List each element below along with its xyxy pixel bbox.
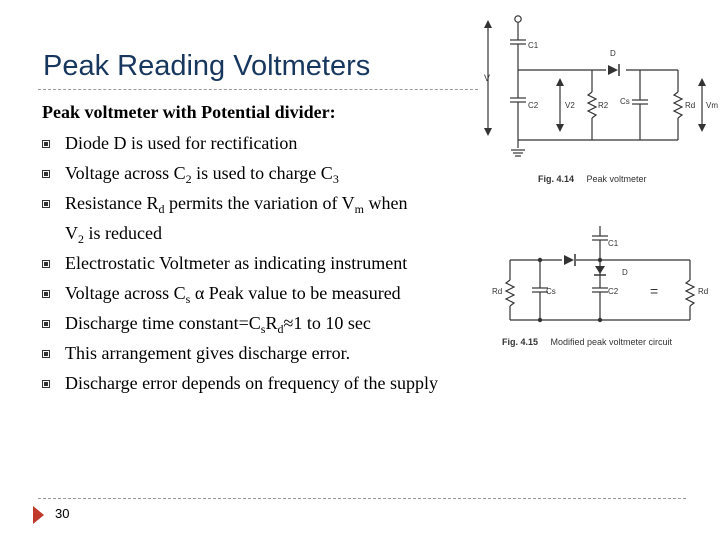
bullet-square-icon [42, 350, 50, 358]
section-heading: Peak voltmeter with Potential divider: [42, 102, 336, 122]
label-c2: C2 [608, 287, 619, 296]
diode-symbol [608, 65, 618, 75]
page-number: 30 [55, 506, 70, 521]
hv-terminal [515, 16, 521, 22]
figure-caption-text: Peak voltmeter [584, 174, 647, 184]
label-d: D [610, 49, 616, 58]
subscript-text: s [185, 292, 191, 306]
label-equals: = [650, 283, 659, 299]
bullet-square-icon [42, 380, 50, 388]
label-d: D [622, 268, 628, 277]
bullet-list [42, 131, 438, 401]
subscript-text: d [158, 202, 165, 216]
bullet-square-icon [42, 320, 50, 328]
bullet-text: Resistance R [65, 193, 159, 213]
footer-divider [38, 498, 686, 499]
bullet-text: is used to charge C [191, 163, 333, 183]
bullet-text: Diode D is used for rectification [65, 133, 298, 153]
subscript-text: 3 [332, 172, 339, 186]
bullet-text: Discharge time constant=C [65, 313, 261, 333]
bullet-text: Voltage across C [65, 283, 186, 303]
subscript-text: 2 [185, 172, 192, 186]
bullet-square-icon [42, 140, 50, 148]
bullet-continuation [42, 221, 438, 251]
bullet-item [42, 251, 438, 281]
diode-symbol-vertical [595, 266, 605, 274]
slide-title: Peak Reading Voltmeters [43, 50, 371, 82]
bullet-text: is reduced [84, 223, 162, 243]
bullet-text: V [65, 223, 78, 243]
label-rd-left: Rd [492, 287, 503, 296]
bullet-item [42, 371, 438, 401]
figure-caption-number: Fig. 4.14 [538, 174, 575, 184]
label-cs: Cs [620, 97, 630, 106]
bullet-text: R [265, 313, 278, 333]
figure-caption-number: Fig. 4.15 [502, 337, 539, 347]
diode-symbol [564, 255, 574, 265]
bullet-text: This arrangement gives discharge error. [65, 343, 351, 363]
bullet-square-icon [42, 290, 50, 298]
page-arrow-icon [33, 506, 44, 524]
bullet-item [42, 131, 438, 161]
bullet-square-icon [42, 170, 50, 178]
label-cs: Cs [546, 287, 556, 296]
subscript-text: s [260, 322, 266, 336]
bullet-square-icon [42, 200, 50, 208]
bullet-square-icon [42, 260, 50, 268]
label-rd-right: Rd [698, 287, 709, 296]
label-vm: Vm [706, 101, 718, 110]
label-c1: C1 [608, 239, 619, 248]
label-c1: C1 [528, 41, 539, 50]
label-v2: V2 [565, 101, 575, 110]
label-r2: R2 [598, 101, 609, 110]
figure-modified-peak-voltmeter [480, 222, 720, 350]
figure-caption-text: Modified peak voltmeter circuit [548, 337, 673, 347]
subscript-text: m [354, 202, 364, 216]
bullet-text: Electrostatic Voltmeter as indicating instrument [65, 253, 408, 273]
figure-peak-voltmeter [480, 8, 720, 188]
bullet-text: Voltage across C [65, 163, 186, 183]
bullet-text: ≈1 to 10 sec [283, 313, 371, 333]
bullet-item [42, 311, 438, 341]
bullet-text: Discharge error depends on frequency of the supply [65, 373, 439, 393]
bullet-text: α Peak value to be measured [190, 283, 401, 303]
bullet-text: permits the variation of V [164, 193, 355, 213]
bullet-text: when [363, 193, 408, 213]
label-v: V [484, 73, 491, 83]
label-c2: C2 [528, 101, 539, 110]
bullet-item [42, 161, 438, 191]
bullet-item [42, 341, 438, 371]
label-rd: Rd [685, 101, 696, 110]
subscript-text: d [277, 322, 284, 336]
bullet-item [42, 281, 438, 311]
subscript-text: 2 [78, 232, 84, 246]
bullet-item [42, 191, 438, 221]
title-divider [38, 89, 478, 90]
